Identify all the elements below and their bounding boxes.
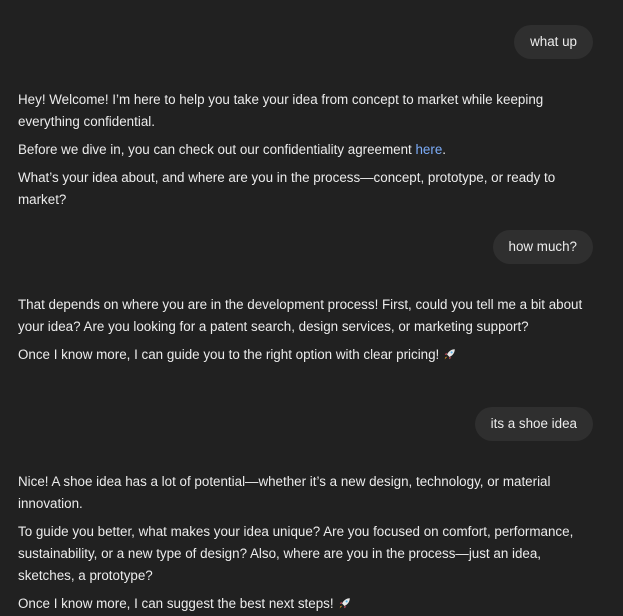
- assistant-paragraph: [18, 344, 590, 366]
- assistant-paragraph: Nice! A shoe idea has a lot of potential—whether it’s a new design, technology, or material innovation.: [18, 474, 551, 511]
- assistant-message: [18, 294, 590, 372]
- assistant-message: [18, 471, 590, 616]
- user-message-bubble: its a shoe idea: [475, 407, 593, 441]
- assistant-text: Once I know more, I can guide you to the right option with clear pricing!: [18, 347, 440, 362]
- user-message: [514, 25, 593, 59]
- user-message-bubble: what up: [514, 25, 593, 59]
- assistant-paragraph: Hey! Welcome! I’m here to help you take your idea from concept to market while keeping everything confidential.: [18, 92, 544, 129]
- confidentiality-agreement-link[interactable]: here: [415, 142, 443, 157]
- assistant-message: [18, 89, 590, 217]
- assistant-paragraph: That depends on where you are in the development process! First, could you tell me a bit about your idea? Are you looking for a patent search, design services, or marketing support?: [18, 297, 583, 334]
- assistant-paragraph: To guide you better, what makes your idea unique? Are you focused on comfort, performance, sustainability, or a new type of design? Also, where are you in the process—just an idea, sketches, a prototype?: [18, 524, 574, 583]
- user-message: [493, 230, 593, 264]
- assistant-paragraph: [18, 139, 590, 161]
- assistant-text: Once I know more, I can suggest the best next steps!: [18, 596, 334, 611]
- assistant-paragraph: [18, 593, 590, 615]
- assistant-text: Before we dive in, you can check out our confidentiality agreement: [18, 142, 416, 157]
- user-message: [475, 407, 593, 441]
- rocket-icon: [443, 346, 456, 359]
- rocket-icon: [338, 595, 351, 608]
- assistant-text: .: [442, 142, 447, 157]
- assistant-paragraph: What’s your idea about, and where are you in the process—concept, prototype, or ready to market?: [18, 170, 556, 207]
- user-message-bubble: how much?: [493, 230, 593, 264]
